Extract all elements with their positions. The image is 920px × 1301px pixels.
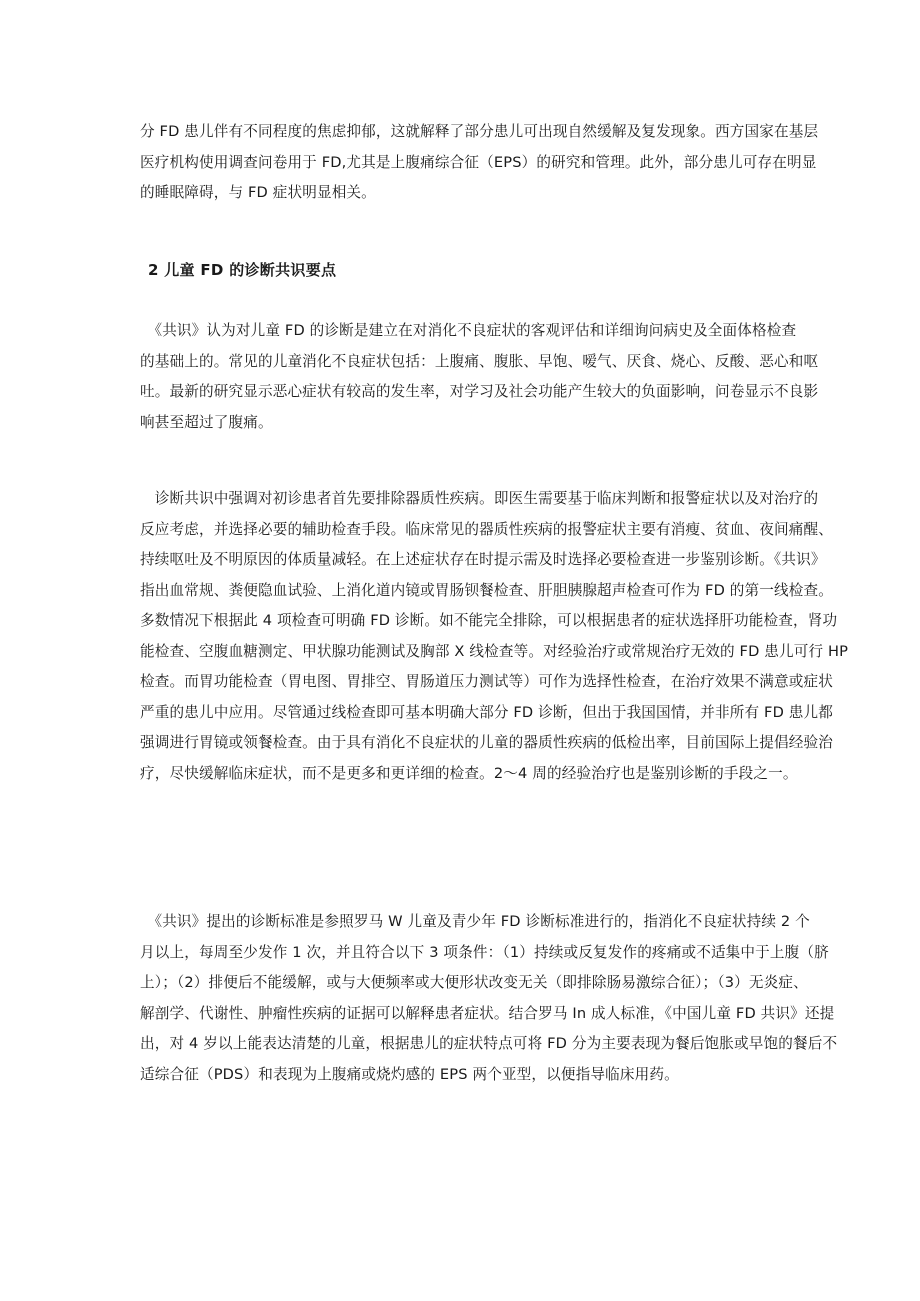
text-line: 反应考虑，并选择必要的辅助检查手段。临床常见的器质性疾病的报警症状主要有消瘦、贫血、夜间痛醒、: [140, 520, 833, 538]
paragraph-consensus-diagnosis: [140, 316, 840, 438]
text-line: 解剖学、代谢性、肿瘤性疾病的证据可以解释患者症状。结合罗马 In 成人标准，《中国儿童 FD 共识》还提: [140, 1004, 835, 1022]
text-line: 持续呕吐及不明原因的体质量减轻。在上述症状存在时提示需及时选择必要检查进一步鉴别诊断。《共识》: [140, 551, 826, 568]
text-line: 医疗机构使用调查问卷用于 FD,尤其是上腹痛综合征（EPS）的研究和管理。此外，部分患儿可存在明显: [140, 153, 817, 171]
section-heading: 2 儿童 FD 的诊断共识要点: [148, 261, 337, 279]
text-line: 检查。而胃功能检查（胃电图、胃排空、胃肠道压力测试等）可作为选择性检查，在治疗效果不满意或症状: [140, 673, 833, 690]
text-line: 能检查、空腹血糖测定、甲状腺功能测试及胸部 X 线检查等。对经验治疗或常规治疗无效的 FD 患儿可行 HP: [140, 642, 849, 660]
text-line: 《共识》提出的诊断标准是参照罗马 W 儿童及青少年 FD 诊断标准进行的，指消化不良症状持续 2 个: [140, 913, 810, 930]
text-line: 响甚至超过了腹痛。: [140, 413, 273, 431]
text-line: 疗，尽快缓解临床症状，而不是更多和更详细的检查。2～4 周的经验治疗也是鉴别诊断的手段之一。: [140, 764, 798, 782]
text-line: 诊断共识中强调对初诊患者首先要排除器质性疾病。即医生需要基于临床判断和报警症状以及对治疗的: [140, 490, 819, 507]
text-line: 强调进行胃镜或领餐检查。由于具有消化不良症状的儿童的器质性疾病的低检出率，目前国际上提倡经验治: [140, 734, 833, 751]
text-line: 出，对 4 岁以上能表达清楚的儿童，根据患儿的症状特点可将 FD 分为主要表现为餐后饱胀或早饱的餐后不: [140, 1035, 838, 1052]
paragraph-diagnostic-criteria: [140, 907, 840, 1090]
text-line: 适综合征（PDS）和表现为上腹痛或烧灼感的 EPS 两个亚型，以便指导临床用药。: [140, 1065, 679, 1083]
text-line: 指出血常规、粪便隐血试验、上消化道内镜或胃肠钡餐检查、肝胆胰腺超声检查可作为 FD 的第一线检查。: [140, 581, 833, 599]
text-line: 吐。最新的研究显示恶心症状有较高的发生率，对学习及社会功能产生较大的负面影响，问卷显示不良影: [140, 383, 819, 400]
text-line: 的睡眠障碍，与 FD 症状明显相关。: [140, 184, 376, 201]
text-line: 《共识》认为对儿童 FD 的诊断是建立在对消化不良症状的客观评估和详细询问病史及全面体格检查: [140, 322, 797, 339]
paragraph-organic-disease-exclusion: [140, 484, 849, 789]
text-line: 严重的患儿中应用。尽管通过线检查即可基本明确大部分 FD 诊断，但出于我国国情，并非所有 FD 患儿都: [140, 703, 834, 721]
text-line: 多数情况下根据此 4 项检查可明确 FD 诊断。如不能完全排除，可以根据患者的症状选择肝功能检查，肾功: [140, 612, 838, 629]
text-line: 上）；（2）排便后不能缓解，或与大便频率或大便形状改变无关（即排除肠易激综合征）；（3）无炎症、: [140, 974, 808, 991]
text-line: 月以上，每周至少发作 1 次，并且符合以下 3 项条件：（1）持续或反复发作的疼痛或不适集中于上腹（脐: [140, 943, 829, 961]
text-line: 分 FD 患儿伴有不同程度的焦虑抑郁，这就解释了部分患儿可出现自然缓解及复发现象。西方国家在基层: [140, 123, 819, 140]
text-line: 的基础上的。常见的儿童消化不良症状包括：上腹痛、腹胀、早饱、嗳气、厌食、烧心、反酸、恶心和呕: [140, 352, 819, 370]
intro-paragraph: [140, 117, 840, 209]
